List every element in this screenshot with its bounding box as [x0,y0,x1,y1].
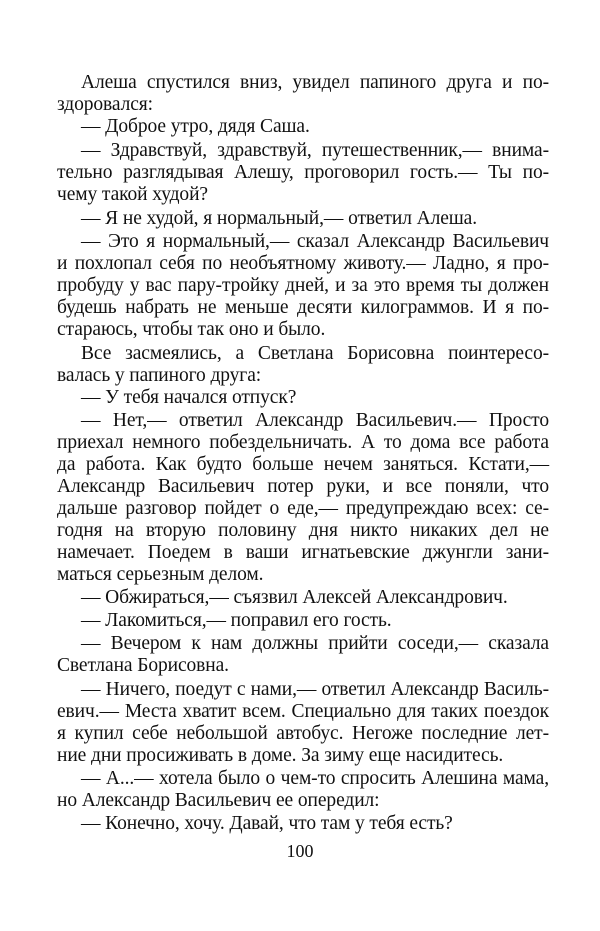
text-line: чему такой худой? [57,184,208,205]
text-line: годня на вторую половину дня никто никаких дел не [57,520,549,541]
text-line: дальше разговор пойдет о еде,— предупреждаю всех: се- [57,498,549,519]
text-line: — Конечно, хочу. Давай, что там у тебя есть? [81,813,453,834]
text-line: — Лакомиться,— поправил его гость. [81,610,392,631]
text-line: маться серьезным делом. [57,564,264,585]
text-line: и похлопал себя по необъятному животу.— Ладно, я про- [57,253,549,274]
text-line: Светлана Борисовна. [57,655,229,676]
text-line: — Нет,— ответил Александр Васильевич.— Просто [81,410,549,431]
text-line: — Обжираться,— съязвил Алексей Александрович. [81,587,508,608]
text-line: тельно разглядывая Алешу, проговорил гость.— Ты по- [57,162,549,183]
text-line: стараюсь, чтобы так оно и было. [57,319,326,340]
text-line: ние дни просиживать в доме. За зиму еще насидитесь. [57,745,504,766]
text-line: я купил себе небольшой автобус. Негоже последние лет- [57,723,549,744]
text-line: здоровался: [57,94,153,115]
text-line: — А...— хотела было о чем-то спросить Алешина мама, [81,768,549,789]
page-number: 100 [286,841,314,861]
text-line: будешь набрать не меньше десяти килограммов. И я по- [57,297,549,318]
text-line: — Это я нормальный,— сказал Александр Васильевич [81,231,549,252]
text-line: пробуду у вас пару-тройку дней, и за это время ты должен [57,275,549,296]
text-line: — Ничего, поедут с нами,— ответил Александр Василь- [81,679,549,700]
text-line: — Я не худой, я нормальный,— ответил Алеша. [81,208,478,229]
text-line: да работа. Как будто больше нечем заняться. Кстати,— [57,454,549,475]
text-line: Алеша спустился вниз, увидел папиного друга и по- [81,72,549,93]
text-line: валась у папиного друга: [57,365,262,386]
text-line: приехал немного побездельничать. А то дома все работа [57,432,549,453]
text-line: — Доброе утро, дядя Саша. [81,116,310,137]
text-line: намечает. Поедем в ваши игнатьевские джунгли зани- [57,542,549,563]
text-line: евич.— Места хватит всем. Специально для таких поездок [57,701,549,722]
text-line: — У тебя начался отпуск? [81,387,297,408]
text-line: но Александр Васильевич ее опередил: [57,790,380,811]
text-line: — Здравствуй, здравствуй, путешественник,— внима- [81,140,549,161]
text-line: — Вечером к нам должны прийти соседи,— сказала [81,633,549,654]
text-line: Все засмеялись, а Светлана Борисовна поинтересо- [81,343,549,364]
text-line: Александр Васильевич потер руки, и все поняли, что [57,476,549,497]
